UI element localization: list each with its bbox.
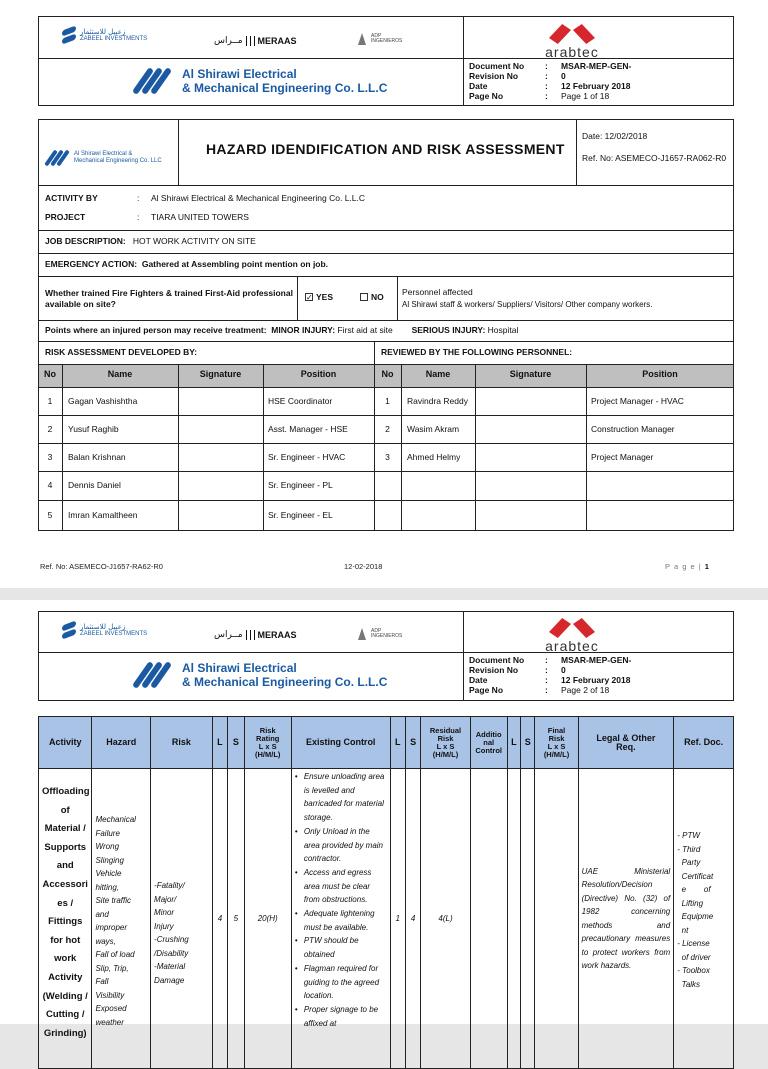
revision-number: 0 xyxy=(561,71,566,81)
rev-col-name: Name xyxy=(425,369,451,379)
al-shirawi-swirl-icon xyxy=(134,64,176,98)
rev-row-position: Project Manager xyxy=(591,452,654,462)
col-l: L xyxy=(212,717,227,769)
zabeel-mark-icon xyxy=(62,26,76,44)
col-additional-control: Additio nal Control xyxy=(470,717,507,769)
adp-logo: ADP INGENIEROS xyxy=(356,628,407,640)
zabeel-logo: زعبيل للاستثمار ZABEEL INVESTMENTS xyxy=(62,26,147,44)
dev-row-no: 3 xyxy=(47,452,53,462)
rev-row-name: Wasim Akram xyxy=(407,424,460,434)
list-item: • Access and egress area must be clear from obstructions. xyxy=(295,866,387,907)
document-number: MSAR-MEP-GEN- xyxy=(561,61,632,71)
arabtec-mark-icon xyxy=(547,24,597,44)
dev-row-position: Sr. Engineer - PL xyxy=(268,480,333,490)
residual-risk-cell: 4(L) xyxy=(421,769,470,1069)
revision-number: 0 xyxy=(561,665,566,675)
dev-row-no: 5 xyxy=(47,510,53,520)
legal-req-cell: UAE Ministerial Resolution/Decision (Directive) No. (32) of 1982 concerning methods and precautionary measures to protect workers from work hazards. xyxy=(578,769,674,1069)
project-label: PROJECT xyxy=(45,212,86,222)
col-activity: Activity xyxy=(39,717,92,769)
hazard-cell: Mechanical Failure Wrong Slinging Vehicle hitting, Site traffic and improper ways, Fall of load Slip, Trip, Fall Visibility Exposed weather xyxy=(92,769,151,1069)
yes-label: YES xyxy=(316,292,334,302)
document-meta: Document No : MSAR-MEP-GEN- Revision No : 0 Date : 12 February 2018 Page No : Page 1 of 18 xyxy=(469,61,632,101)
company-logo: Al Shirawi Electrical & Mechanical Engineering Co. L.L.C xyxy=(134,64,387,98)
risk-cell: -Fatality/ Major/ Minor Injury -Crushing /Disability -Material Damage xyxy=(151,769,213,1069)
rev-row-position: Project Manager - HVAC xyxy=(591,396,684,406)
treatment-points: Points where an injured person may receive treatment: MINOR INJURY: First aid at site SERIOUS INJURY: Hospital xyxy=(45,325,519,335)
col-final-s: S xyxy=(521,717,535,769)
page-number: Page 2 of 18 xyxy=(561,685,610,695)
page-number: Page 1 of 18 xyxy=(561,91,610,101)
document-page-2 xyxy=(0,600,768,1039)
col-legal-req: Legal & Other Req. xyxy=(578,717,674,769)
likelihood-cell: 4 xyxy=(212,769,227,1069)
rev-row-name: Ravindra Reddy xyxy=(407,396,468,406)
form-ref-number: Ref. No: ASEMECO-J1657-RA062-R0 xyxy=(582,153,727,163)
dev-col-name: Name xyxy=(107,369,133,379)
meraas-mark-icon xyxy=(246,630,255,640)
project-value: TIARA UNITED TOWERS xyxy=(151,212,249,222)
col-ref-doc: Ref. Doc. xyxy=(674,717,734,769)
residual-l-cell: 1 xyxy=(390,769,405,1069)
risk-assessment-table xyxy=(38,716,734,1069)
activity-by-label: ACTIVITY BY xyxy=(45,193,98,203)
no-label: NO xyxy=(371,292,384,302)
residual-s-cell: 4 xyxy=(405,769,420,1069)
job-description: JOB DESCRIPTION: HOT WORK ACTIVITY ON SITE xyxy=(45,236,256,246)
document-page-1: زعبيل للاستثمار ZABEEL INVESTMENTS مــراس MERAAS ADP INGENIEROS arabtec Al Shirawi Electrical & Mechanical Engineering Co. L.L.C Document No : MSAR-MEP-GEN- Revision No : 0 Date : 12 February 2018 Page No : Page 1 of 18 Al Shirawi Electrical & Mechanical Engineering Co. LLC HAZARD IDENDIFICATION AND RISK ASSESSMENT Date: 12/02/2018 Ref. No: ASEMECO-J1657-RA062-R0 ACTIVITY BY : Al Shirawi Electrical & Mechanical Engineering Co. L.L.C PROJECT : TIARA UNITED TOWERS JOB DESCRIPTION: HOT WORK ACTIVITY ON SITE EMERGENCY ACTION: Gathered at Assembling point mention on job. Whether trained Fire Fighters & trained First-Aid professional available on site? ✓ YES NO Personnel affected Al Shirawi staff & workers/ Suppliers/ Visitors/ Other company workers. Points where an injured person may receive treatment: MINOR INJURY: First aid at site SERIOUS INJURY: Hospital RISK ASSESSMENT DEVELOPED BY: REVIEWED BY THE FOLLOWING PERSONNEL: No Name Signature Position No Name Signature Position 1 Gagan Vashishtha HSE Coordinator 2 Yusuf Raghib Asst. Manager - HSE 3 Balan Krishnan Sr. Engineer - HVAC 4 Dennis Daniel Sr. Engineer - PL 5 Imran Kamaltheen Sr. Engineer - EL 1 Ravindra Reddy Project Manager - HVAC 2 Wasim Akram Construction Manager 3 Ahmed Helmy Project Manager Ref. No: ASEMECO-J1657-RA62-R0 12-02-2018 P a g e | 1 xyxy=(0,0,768,588)
hira-company-logo: Al Shirawi Electrical & Mechanical Engineering Co. LLC xyxy=(46,148,162,168)
dev-row-position: Sr. Engineer - EL xyxy=(268,510,333,520)
meraas-logo: مــراس MERAAS xyxy=(214,36,297,46)
al-shirawi-swirl-icon xyxy=(134,658,176,692)
final-risk-cell xyxy=(535,769,578,1069)
dev-row-name: Yusuf Raghib xyxy=(68,424,119,434)
trained-question: Whether trained Fire Fighters & trained First-Aid professional available on site? xyxy=(45,288,293,309)
existing-control-cell xyxy=(291,769,390,1069)
document-date: 12 February 2018 xyxy=(561,675,631,685)
footer-date: 12-02-2018 xyxy=(344,562,383,571)
company-logo: Al Shirawi Electrical & Mechanical Engineering Co. L.L.C xyxy=(134,658,387,692)
dev-row-name: Imran Kamaltheen xyxy=(68,510,138,520)
al-shirawi-swirl-icon xyxy=(46,148,70,168)
col-hazard: Hazard xyxy=(92,717,151,769)
ref-doc-cell: - PTW - Third Party Certificat e of Lifting Equipme nt - License of driver - Toolbox Talks xyxy=(674,769,734,1069)
col-residual-risk: Residual Risk L x S (H/M/L) xyxy=(421,717,470,769)
rev-row-no: 2 xyxy=(385,424,390,434)
rev-col-no: No xyxy=(381,369,394,379)
dev-row-position: Sr. Engineer - HVAC xyxy=(268,452,346,462)
rev-row-no: 1 xyxy=(385,396,390,406)
dev-col-position: Position xyxy=(300,369,337,379)
activity-by-value: Al Shirawi Electrical & Mechanical Engineering Co. L.L.C xyxy=(151,193,366,203)
adp-mark-icon xyxy=(356,628,368,640)
dev-row-no: 4 xyxy=(47,480,53,490)
dev-row-name: Balan Krishnan xyxy=(68,452,126,462)
footer-page: P a g e | 1 xyxy=(665,562,710,571)
col-residual-l: L xyxy=(390,717,405,769)
no-checkbox[interactable] xyxy=(360,293,368,301)
list-item: • Ensure unloading area is levelled and barricaded for material storage. xyxy=(295,770,387,825)
list-item: • Flagman required for guiding to the agreed location. xyxy=(295,962,387,1003)
document-number: MSAR-MEP-GEN- xyxy=(561,655,632,665)
developed-by-heading: RISK ASSESSMENT DEVELOPED BY: xyxy=(45,347,198,357)
activity-cell: Offloading of Material / Supports and Accessori es / Fittings for hot work Activity (Welding / Cutting / Grinding) xyxy=(39,769,92,1069)
list-item: • Proper signage to be affixed at xyxy=(295,1003,387,1030)
dev-row-no: 2 xyxy=(47,424,53,434)
dev-row-name: Gagan Vashishtha xyxy=(68,396,138,406)
adp-logo: ADP INGENIEROS xyxy=(356,33,407,45)
rev-col-position: Position xyxy=(642,369,678,379)
list-item: • PTW should be obtained xyxy=(295,934,387,961)
zabeel-logo: زعبيل للاستثمار ZABEEL INVESTMENTS xyxy=(62,621,147,639)
dev-row-name: Dennis Daniel xyxy=(68,480,121,490)
final-s-cell xyxy=(521,769,535,1069)
form-title: HAZARD IDENDIFICATION AND RISK ASSESSMENT xyxy=(206,141,565,157)
arabtec-logo: arabtec xyxy=(537,24,607,60)
rev-row-name: Ahmed Helmy xyxy=(407,452,461,462)
list-item: • Only Unload in the area provided by main contractor. xyxy=(295,825,387,866)
col-residual-s: S xyxy=(405,717,420,769)
rev-col-signature: Signature xyxy=(509,369,552,379)
form-date: Date: 12/02/2018 xyxy=(582,131,648,141)
col-risk-rating: Risk Rating L x S (H/M/L) xyxy=(244,717,291,769)
dev-row-position: Asst. Manager - HSE xyxy=(268,424,348,434)
emergency-action: EMERGENCY ACTION: Gathered at Assembling point mention on job. xyxy=(45,259,329,269)
additional-control-cell xyxy=(470,769,507,1069)
meraas-mark-icon xyxy=(246,36,255,46)
document-meta: Document No : MSAR-MEP-GEN- Revision No : 0 Date : 12 February 2018 Page No : Page 2 of 18 xyxy=(469,655,632,695)
rev-row-no: 3 xyxy=(385,452,390,462)
dev-col-no: No xyxy=(44,369,56,379)
arabtec-mark-icon xyxy=(547,618,597,638)
dev-col-signature: Signature xyxy=(199,369,242,379)
yes-checkbox[interactable]: ✓ xyxy=(306,293,313,302)
col-risk: Risk xyxy=(151,717,213,769)
document-date: 12 February 2018 xyxy=(561,81,631,91)
personnel-affected-value: Al Shirawi staff & workers/ Suppliers/ Visitors/ Other company workers. xyxy=(402,300,653,309)
footer-ref: Ref. No: ASEMECO-J1657-RA62-R0 xyxy=(40,562,163,571)
col-final-risk: Final Risk L x S (H/M/L) xyxy=(535,717,578,769)
zabeel-mark-icon xyxy=(62,621,76,639)
dev-row-position: HSE Coordinator xyxy=(268,396,333,406)
severity-cell: 5 xyxy=(228,769,244,1069)
personnel-affected-label: Personnel affected xyxy=(402,287,473,297)
reviewed-by-heading: REVIEWED BY THE FOLLOWING PERSONNEL: xyxy=(381,347,573,357)
list-item: • Adequate lightening must be available. xyxy=(295,907,387,934)
table-row xyxy=(39,769,734,1069)
dev-row-no: 1 xyxy=(47,396,53,406)
adp-mark-icon xyxy=(356,33,368,45)
col-s: S xyxy=(228,717,244,769)
col-existing-control: Existing Control xyxy=(291,717,390,769)
final-l-cell xyxy=(507,769,520,1069)
risk-rating-cell: 20(H) xyxy=(244,769,291,1069)
meraas-logo: مــراس MERAAS xyxy=(214,630,297,640)
col-final-l: L xyxy=(507,717,520,769)
rev-row-position: Construction Manager xyxy=(591,424,675,434)
arabtec-logo: arabtec xyxy=(537,618,607,654)
